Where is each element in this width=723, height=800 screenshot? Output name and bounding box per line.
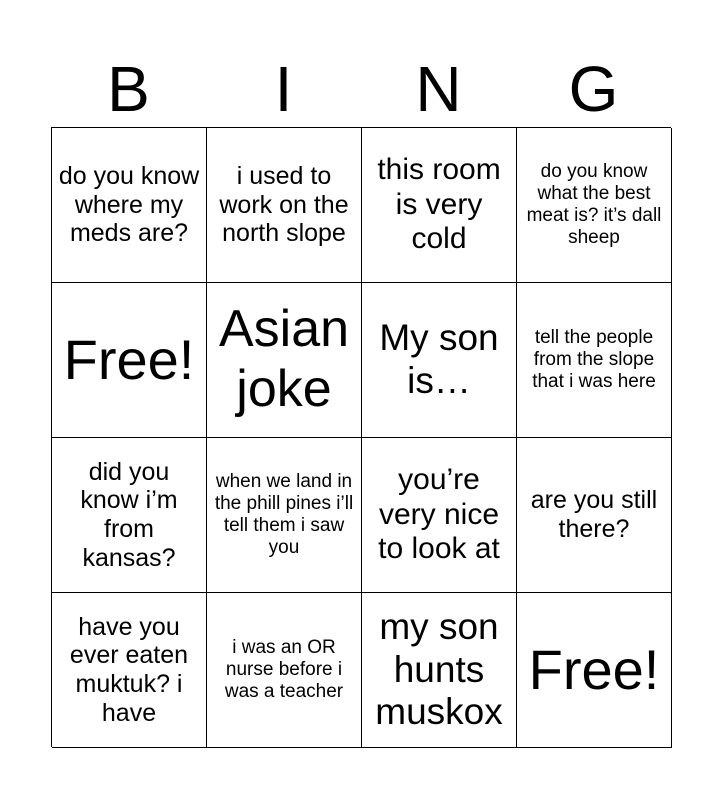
bingo-cell-4[interactable] bbox=[517, 128, 672, 283]
bingo-cell-14[interactable] bbox=[207, 593, 362, 748]
cell-text: have you ever eaten muktuk? i have bbox=[69, 612, 189, 727]
cell-text: i used to work on the north slope bbox=[219, 161, 349, 248]
bingo-cell-7[interactable] bbox=[362, 283, 517, 438]
bingo-cell-2[interactable] bbox=[207, 128, 362, 283]
header-letter-n: N bbox=[415, 53, 462, 125]
header-letter-b: B bbox=[107, 53, 150, 125]
cell-text: my son hunts muskox bbox=[375, 606, 503, 733]
bingo-cell-3[interactable] bbox=[362, 128, 517, 283]
cell-text: Free! bbox=[63, 327, 195, 391]
header-letter-i: I bbox=[274, 53, 293, 125]
bingo-header bbox=[51, 50, 671, 128]
bingo-cell-free[interactable] bbox=[52, 283, 207, 438]
cell-text: are you still there? bbox=[530, 486, 658, 543]
bingo-cell-10[interactable] bbox=[207, 438, 362, 593]
bingo-cell-11[interactable] bbox=[362, 438, 517, 593]
bingo-grid bbox=[51, 127, 671, 747]
cell-text: did you know i’m from kansas? bbox=[80, 457, 178, 572]
bingo-cell-free-2[interactable] bbox=[517, 593, 672, 748]
bingo-cell-12[interactable] bbox=[517, 438, 672, 593]
bingo-cell-1[interactable] bbox=[52, 128, 207, 283]
bingo-cell-13[interactable] bbox=[52, 593, 207, 748]
cell-text: you’re very nice to look at bbox=[378, 463, 500, 566]
cell-text: Asian joke bbox=[218, 300, 350, 418]
cell-text: this room is very cold bbox=[377, 153, 501, 256]
cell-text: when we land in the phill pines i’ll tell them i saw you bbox=[214, 471, 354, 558]
bingo-cell-9[interactable] bbox=[52, 438, 207, 593]
cell-text: Free! bbox=[528, 637, 660, 701]
cell-text: tell the people from the slope that i was here bbox=[532, 327, 656, 392]
cell-text: do you know what the best meat is? it’s dall sheep bbox=[526, 161, 662, 248]
bingo-cell-15[interactable] bbox=[362, 593, 517, 748]
cell-text: My son is… bbox=[379, 317, 499, 401]
bingo-cell-6[interactable] bbox=[207, 283, 362, 438]
cell-text: do you know where my meds are? bbox=[58, 161, 200, 248]
cell-text: i was an OR nurse before i was a teacher bbox=[224, 637, 344, 702]
header-letter-g: G bbox=[568, 53, 619, 125]
bingo-cell-8[interactable] bbox=[517, 283, 672, 438]
